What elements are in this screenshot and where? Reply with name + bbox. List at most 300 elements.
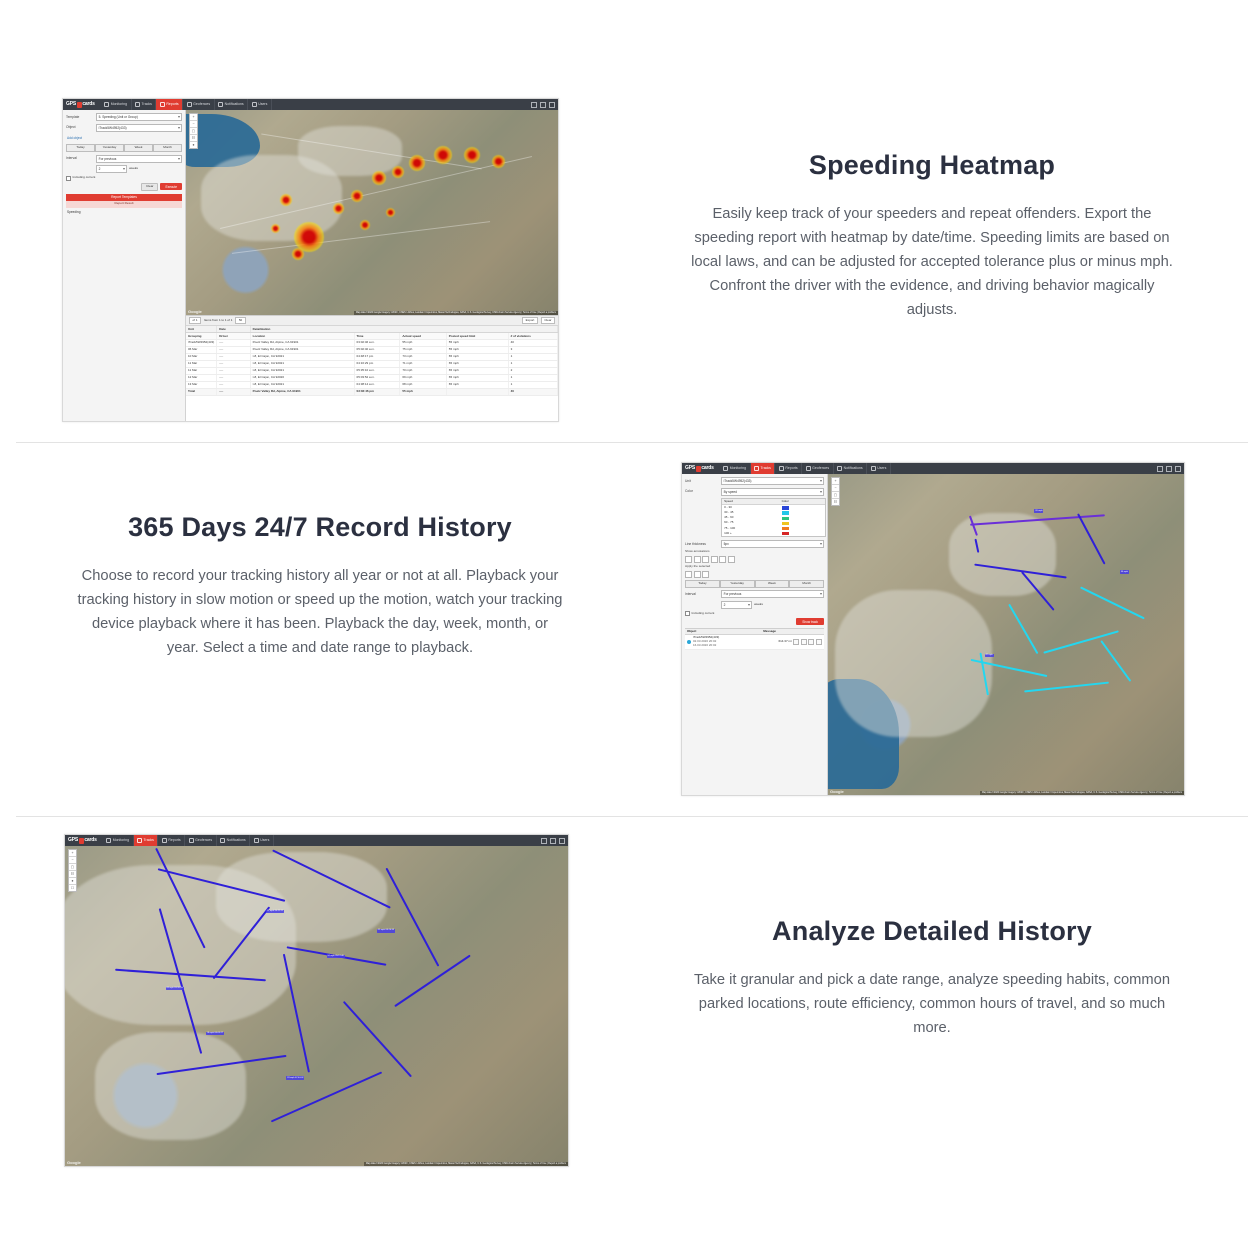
tab-tracks[interactable] (751, 463, 776, 474)
map-ruler-button[interactable]: ☷ (833, 499, 838, 504)
cell-location: I-8, El Cajon, CA 92021 (250, 354, 354, 361)
heat-blob (492, 155, 505, 168)
table-row[interactable] (186, 382, 558, 389)
cell-grouping: 11 Mar (186, 368, 217, 375)
page-input[interactable]: of 1 (189, 317, 201, 324)
heat-blob (464, 147, 480, 163)
interval-quick-tabs[interactable] (685, 580, 824, 588)
flag-icon[interactable] (694, 556, 701, 563)
heat-blob (434, 146, 452, 164)
user-icon (252, 102, 257, 107)
interval-row[interactable] (685, 590, 824, 598)
nav-tabs[interactable] (103, 835, 274, 846)
line-thickness-select[interactable] (721, 540, 824, 548)
feature-description: Easily keep track of your speeders and repeat offenders. Export the speeding report with heatmap by date/time. Speeding limits are based on local laws, and can be adjusted for accepted tolerance plus or minus mph. Confront the driver with the evidence, and driving behavior magically adjusts. (691, 206, 1173, 318)
template-value: 5. Speeding (Unit or Group) (98, 115, 138, 119)
logout-icon[interactable] (549, 102, 555, 108)
interval-label: Interval (66, 156, 77, 161)
map-urban-area (949, 513, 1056, 596)
stepper-icon[interactable] (123, 168, 125, 170)
map-attribution: Map data ©2020 Google Imagery ©2020 , CNES / Airbus, Landsat / Copernicus, Maxar Technologies, NASA, U.S. Geological Survey, USDA Farm Service Agency | Terms of Use | Report a problem (355, 311, 556, 314)
tab-monitoring[interactable] (720, 463, 751, 474)
table-row[interactable] (186, 354, 558, 361)
stop-icon[interactable] (711, 556, 718, 563)
legend-range: 60 - 75 (724, 520, 734, 525)
divider (16, 816, 1248, 817)
cell-total-label: Total (186, 388, 217, 395)
cell-violations: 40 (508, 340, 557, 347)
cell-time: 05:02:40 a.m. (354, 347, 400, 354)
tab-label: Reports (168, 838, 181, 843)
add-object-link[interactable]: Add object (67, 136, 83, 140)
app-logo: GPS cards (66, 101, 95, 108)
tab-notifications[interactable] (215, 99, 249, 110)
speeding-report-table[interactable] (186, 315, 558, 421)
object-time-from: 02.03.2020 20:02 (693, 639, 717, 644)
cell-location: I-8, El Cajon, CA 92020 (250, 375, 354, 382)
cell-limit: 65 mph (446, 382, 508, 389)
interval-row[interactable] (66, 155, 182, 163)
tab-label: Reports (166, 102, 179, 107)
playback-controls[interactable] (778, 639, 822, 645)
detailed-history-map[interactable] (65, 846, 568, 1166)
annotation-icon-toolbar[interactable] (685, 556, 824, 563)
cell-time: 04:48:17 pm (354, 354, 400, 361)
map-ruler-button[interactable]: ☷ (190, 135, 197, 142)
toolbar-actions[interactable] (541, 838, 568, 844)
unit-field-row[interactable] (685, 477, 824, 485)
export-button[interactable]: Export (522, 317, 538, 324)
subcol-time: Time (354, 333, 400, 340)
cell-actual: 70 mph (400, 368, 446, 375)
cell-time: 04:16:29 pm (354, 361, 400, 368)
track-segment (1024, 681, 1109, 692)
tab-geofences[interactable] (183, 99, 214, 110)
cell-limit: 55 mph (446, 340, 508, 347)
color-select[interactable] (721, 488, 824, 496)
nav-tabs[interactable] (101, 99, 272, 110)
screenshot-detailed-history[interactable] (64, 834, 569, 1167)
report-actions[interactable] (66, 183, 182, 191)
table-row[interactable] (186, 361, 558, 368)
logout-icon[interactable] (559, 838, 565, 844)
monitor-icon (723, 466, 728, 471)
text-speeding-heatmap (652, 150, 1212, 323)
page-title: 365 Days 24/7 Record History (128, 512, 512, 542)
play-button[interactable] (793, 639, 799, 645)
heat-blob (409, 155, 425, 171)
tab-monitoring[interactable] (103, 835, 134, 846)
divider (16, 442, 1248, 443)
cell-grouping: iTrack5W4952(433) (186, 340, 217, 347)
tab-tracks[interactable] (134, 835, 159, 846)
report-icon (779, 466, 784, 471)
object-label: Object (66, 125, 76, 130)
legend-row (722, 531, 825, 536)
geofence-icon (806, 466, 811, 471)
check-icon[interactable] (685, 571, 692, 578)
cell-actual: 71 mph (400, 361, 446, 368)
settings-icon[interactable] (540, 102, 546, 108)
interval-select[interactable] (96, 155, 182, 163)
google-watermark: Google (830, 788, 844, 794)
cell-violations: 2 (508, 368, 557, 375)
heat-blob (360, 220, 370, 230)
line-thickness-value: 5px (723, 541, 729, 546)
object-value: iTrack5W4952(433) (98, 125, 127, 130)
including-current-checkbox[interactable] (66, 176, 182, 181)
tab-users[interactable] (248, 99, 272, 110)
geofence-icon (187, 102, 192, 107)
layers-icon[interactable] (1157, 466, 1163, 472)
track-annotation: 11 mph 04:22:11 (266, 910, 284, 913)
interval-select[interactable] (721, 590, 824, 598)
table-row[interactable] (186, 347, 558, 354)
heat-blob (386, 208, 395, 217)
including-current-checkbox[interactable] (685, 611, 824, 616)
tracks-actions[interactable] (685, 618, 824, 624)
quick-yesterday[interactable]: Yesterday (95, 144, 124, 152)
map-marker-button[interactable]: ● (69, 878, 76, 885)
bell-icon (220, 838, 225, 843)
tab-label: Tracks (141, 102, 152, 107)
tab-users[interactable] (250, 835, 274, 846)
tab-tracks[interactable] (132, 99, 157, 110)
cell-location: I-8, El Cajon, CA 92021 (250, 368, 354, 375)
marker-icon[interactable] (685, 556, 692, 563)
layers-icon[interactable] (531, 102, 537, 108)
track-segment (1080, 587, 1145, 620)
template-field-row[interactable] (66, 113, 182, 121)
google-watermark: Google (188, 308, 202, 314)
map-marker-button[interactable]: ● (192, 142, 195, 147)
object-time-to: 16.03.2020 20:02 (693, 642, 717, 647)
quick-today[interactable]: Today (685, 580, 720, 588)
tab-reports[interactable] (158, 835, 185, 846)
cell-location: I-8, El Cajon, CA 92021 (250, 361, 354, 368)
cell-total-actual: 55 mph (400, 388, 446, 395)
page-size-select[interactable]: 50 (235, 317, 245, 324)
zoom-out-button[interactable]: − (190, 121, 197, 128)
cell-location: Poetz Valley Rd, Alpine, CA 91901 (250, 347, 354, 354)
interval-count-unit: weeks (754, 601, 763, 606)
color-field-row[interactable] (685, 488, 824, 496)
cell-actual: 68 mph (400, 382, 446, 389)
cell-location: Poetz Valley Rd, Alpine, CA 91901 (250, 340, 354, 347)
track-annotation: 42 mph (985, 654, 993, 657)
fuel-icon[interactable] (719, 556, 726, 563)
interval-count-input[interactable] (96, 165, 127, 173)
track-segment (1101, 640, 1132, 681)
page-title: Analyze Detailed History (772, 916, 1092, 946)
quick-week[interactable]: Week (124, 144, 153, 152)
subcol-violations: # of violations (508, 333, 557, 340)
pause-button[interactable] (801, 639, 807, 645)
cell-violations: 1 (508, 361, 557, 368)
zoom-in-button[interactable]: + (69, 850, 76, 857)
bell-icon (837, 466, 842, 471)
tab-geofences[interactable] (185, 835, 216, 846)
execute-button[interactable]: Execute (160, 183, 182, 189)
stepper-icon[interactable] (748, 604, 750, 606)
map-zoom-controls[interactable] (68, 849, 77, 892)
bell-icon (218, 102, 223, 107)
track-annotation: 35 mph (1120, 570, 1128, 573)
cell-grouping: 11 Mar (186, 361, 217, 368)
quick-week[interactable]: Week (755, 580, 790, 588)
including-current-label: Including current (72, 175, 96, 180)
google-watermark: Google (67, 1159, 81, 1165)
interval-count-row[interactable] (685, 601, 824, 609)
table-total-row (186, 388, 558, 395)
toolbar-actions[interactable] (1157, 466, 1184, 472)
object-message-table[interactable] (685, 628, 824, 650)
cell-total-time: 03:02:46 pm (354, 388, 400, 395)
cell-total-driver: ---- (217, 388, 250, 395)
clear-button[interactable]: Clear (141, 183, 158, 191)
app-logo: GPS cards (685, 465, 714, 472)
object-table-header (685, 629, 824, 636)
zoom-in-button[interactable]: + (190, 114, 197, 121)
legend-swatch (782, 517, 789, 520)
map-ruler-button[interactable]: ☷ (69, 871, 76, 878)
report-templates-header: Report Templates (66, 194, 182, 201)
cell-total-violations: 40 (508, 388, 557, 395)
nav-tabs[interactable] (720, 463, 891, 474)
cell-actual: 73 mph (400, 354, 446, 361)
map-layer-button[interactable]: ▢ (190, 128, 197, 135)
tab-label: Monitoring (112, 838, 130, 843)
tab-label: Tracks (143, 838, 154, 843)
track-icon (137, 838, 142, 843)
pin-icon[interactable] (702, 571, 709, 578)
map-urban-area (835, 590, 992, 738)
including-current-label: Including current (691, 610, 715, 615)
zoom-out-button[interactable]: − (69, 857, 76, 864)
report-control-panel[interactable] (63, 110, 186, 421)
tab-label: Monitoring (729, 466, 747, 471)
legend-col-speed: Speed (724, 498, 733, 503)
cell-grouping: 06 Mar (186, 347, 217, 354)
map-fullscreen-button[interactable]: ☐ (70, 885, 75, 890)
logo-mark-icon (77, 102, 82, 108)
cell-limit: 65 mph (446, 375, 508, 382)
map-layer-button[interactable]: ▢ (832, 492, 839, 499)
map-attribution: Map data ©2020 Google Imagery ©2020 , CNES / Airbus, Landsat / Copernicus, Maxar Technologies, NASA, U.S. Geological Survey, USDA Farm Service Agency | Terms of Use | Report a problem (981, 791, 1182, 794)
app-toolbar (682, 463, 1184, 474)
heat-blob (351, 190, 363, 202)
track-map[interactable] (828, 474, 1184, 795)
table-toolbar[interactable] (186, 316, 558, 326)
unit-select[interactable] (721, 477, 824, 485)
page-title: Speeding Heatmap (808, 150, 1056, 180)
layers-icon[interactable] (541, 838, 547, 844)
stop-button[interactable] (808, 639, 814, 645)
heatmap-map[interactable] (186, 110, 558, 315)
map-attribution: Map data ©2020 Google Imagery ©2020 , CNES / Airbus, Landsat / Copernicus, Maxar Technologies, NASA, U.S. Geological Survey, USDA Farm Service Agency | Terms of Use | Report a problem (365, 1162, 566, 1165)
report-icon (160, 102, 165, 107)
track-icon (135, 102, 140, 107)
tab-label: Notifications (224, 102, 244, 107)
subcol-posted-limit: Posted speed limit (446, 333, 508, 340)
logo-mark-icon (696, 466, 701, 472)
object-select[interactable] (96, 124, 182, 132)
chevron-down-icon (820, 543, 822, 545)
show-track-button[interactable]: Show track (796, 618, 824, 624)
legend-range: 75 - 100 (724, 525, 736, 530)
screenshot-speeding-heatmap[interactable] (62, 98, 559, 422)
zoom-out-button[interactable]: − (832, 485, 839, 492)
tracks-control-panel[interactable] (682, 474, 828, 795)
line-thickness-row[interactable] (685, 540, 824, 548)
chevron-down-icon (820, 491, 822, 493)
cell-driver: ---- (217, 375, 250, 382)
settings-icon[interactable] (550, 838, 556, 844)
text-record-history (40, 512, 600, 661)
tab-monitoring[interactable] (101, 99, 132, 110)
interval-quick-tabs[interactable] (66, 144, 182, 152)
cell-time: 05:35:10 a.m. (354, 368, 400, 375)
interval-value: For previous (723, 592, 742, 597)
cell-violations: 1 (508, 354, 557, 361)
map-urban-area (298, 126, 402, 175)
app-toolbar (63, 99, 558, 110)
quick-today[interactable]: Today (66, 144, 95, 152)
interval-count-value: 2 (98, 167, 101, 171)
col-detailization: Detailization (250, 326, 557, 333)
logout-icon[interactable] (1175, 466, 1181, 472)
tab-label: Users (258, 102, 268, 107)
heat-blob (392, 166, 404, 178)
object-field-row[interactable] (66, 124, 182, 132)
cell-time: 05:03:52 a.m. (354, 375, 400, 382)
subcol-actual-speed: Actual speed (400, 333, 446, 340)
legend-range: 100 + (724, 530, 732, 535)
track-annotation: 09 mph 03:18:55 (166, 987, 183, 990)
track-icon (754, 466, 759, 471)
col-unit: Unit (186, 326, 217, 333)
apply-selected-label: Apply the selected (685, 563, 711, 568)
map-zoom-controls[interactable] (831, 477, 840, 506)
quick-month[interactable]: Month (153, 144, 182, 152)
speed-icon[interactable] (702, 556, 709, 563)
table-row[interactable] (186, 375, 558, 382)
quick-yesterday[interactable]: Yesterday (720, 580, 755, 588)
geofence-icon (189, 838, 194, 843)
feature-description: Choose to record your tracking history all year or not at all. Playback your tracking history in slow motion or speed up the motion, watch your tracking device playback where it has been. Playback the day, week, month, or year. Select a time and date range to playback. (77, 568, 563, 656)
track-distance: 614.37 mi (778, 639, 792, 644)
track-annotation: 41 mph 08:26:33 (377, 929, 395, 932)
object-name: iTrack5W4952(433) (693, 635, 720, 640)
cross-icon[interactable] (694, 571, 701, 578)
legend-swatch (782, 506, 789, 509)
cell-location: I-8, El Cajon, CA 92021 (250, 382, 354, 389)
chevron-down-icon (820, 593, 822, 595)
app-logo: GPS cards (68, 837, 97, 844)
status-dot-icon (687, 640, 691, 644)
tab-label: Reports (785, 466, 798, 471)
cell-grouping: 10 Mar (186, 354, 217, 361)
tab-label: Notifications (226, 838, 246, 843)
tab-label: Tracks (760, 466, 771, 471)
quick-month[interactable]: Month (789, 580, 824, 588)
tab-notifications[interactable] (834, 463, 868, 474)
template-select[interactable] (96, 113, 182, 121)
cell-driver: ---- (217, 361, 250, 368)
table-header-row (186, 326, 558, 333)
toolbar-actions[interactable] (531, 102, 558, 108)
track-segment (385, 868, 439, 967)
cell-driver: ---- (217, 382, 250, 389)
apply-icon-toolbar[interactable] (685, 571, 824, 578)
legend-range: 30 - 45 (724, 510, 734, 515)
logo-mark-icon (79, 838, 84, 844)
tab-label: Monitoring (110, 102, 128, 107)
event-icon[interactable] (728, 556, 735, 563)
tab-reports[interactable] (156, 99, 183, 110)
cell-time: 04:38:14 a.m. (354, 382, 400, 389)
cell-violations: 1 (508, 375, 557, 382)
track-segment (1077, 513, 1105, 564)
legend-swatch (782, 532, 789, 535)
tab-notifications[interactable] (217, 835, 251, 846)
tab-label: Geofences (195, 838, 213, 843)
map-layer-button[interactable]: ▢ (69, 864, 76, 871)
chevron-down-icon (178, 127, 180, 129)
monitor-icon (104, 102, 109, 107)
tab-geofences[interactable] (802, 463, 833, 474)
track-annotation: 20 mph (1035, 509, 1043, 512)
interval-label: Interval (685, 592, 696, 597)
track-segment (394, 955, 470, 1007)
cell-limit: 65 mph (446, 368, 508, 375)
screenshot-track-history[interactable] (681, 462, 1185, 796)
interval-count-input[interactable] (721, 601, 752, 609)
cell-violations: 1 (508, 382, 557, 389)
zoom-in-button[interactable]: + (832, 478, 839, 485)
table-row[interactable] (186, 368, 558, 375)
cell-limit: 55 mph (446, 347, 508, 354)
cell-actual: 55 mph (400, 340, 446, 347)
report-icon (162, 838, 167, 843)
tab-users[interactable] (867, 463, 891, 474)
delete-track-button[interactable] (816, 639, 822, 645)
checkbox-icon (685, 611, 690, 616)
col-object: Object (687, 628, 697, 633)
rows-summary: Items from 1 to 1 of 1 (204, 317, 233, 322)
cell-driver: ---- (217, 354, 250, 361)
track-segment (1009, 604, 1039, 654)
clear-table-button[interactable]: Clear (541, 317, 555, 324)
subcol-driver: Driver (217, 333, 250, 340)
interval-count-row[interactable] (66, 165, 182, 173)
cell-driver: ---- (217, 347, 250, 354)
legend-swatch (782, 522, 789, 525)
settings-icon[interactable] (1166, 466, 1172, 472)
map-zoom-controls[interactable] (189, 113, 198, 149)
tab-reports[interactable] (775, 463, 802, 474)
cell-driver: ---- (217, 368, 250, 375)
subcol-grouping: Grouping (186, 333, 217, 340)
object-table-row[interactable] (685, 635, 824, 649)
tab-label: Users (877, 466, 887, 471)
table-row[interactable] (186, 340, 558, 347)
cell-grouping: 12 Mar (186, 375, 217, 382)
tab-label: Users (260, 838, 270, 843)
report-list-item-speeding[interactable]: Speeding (67, 209, 81, 214)
speed-color-legend (721, 498, 826, 537)
interval-value: For previous (98, 156, 117, 161)
